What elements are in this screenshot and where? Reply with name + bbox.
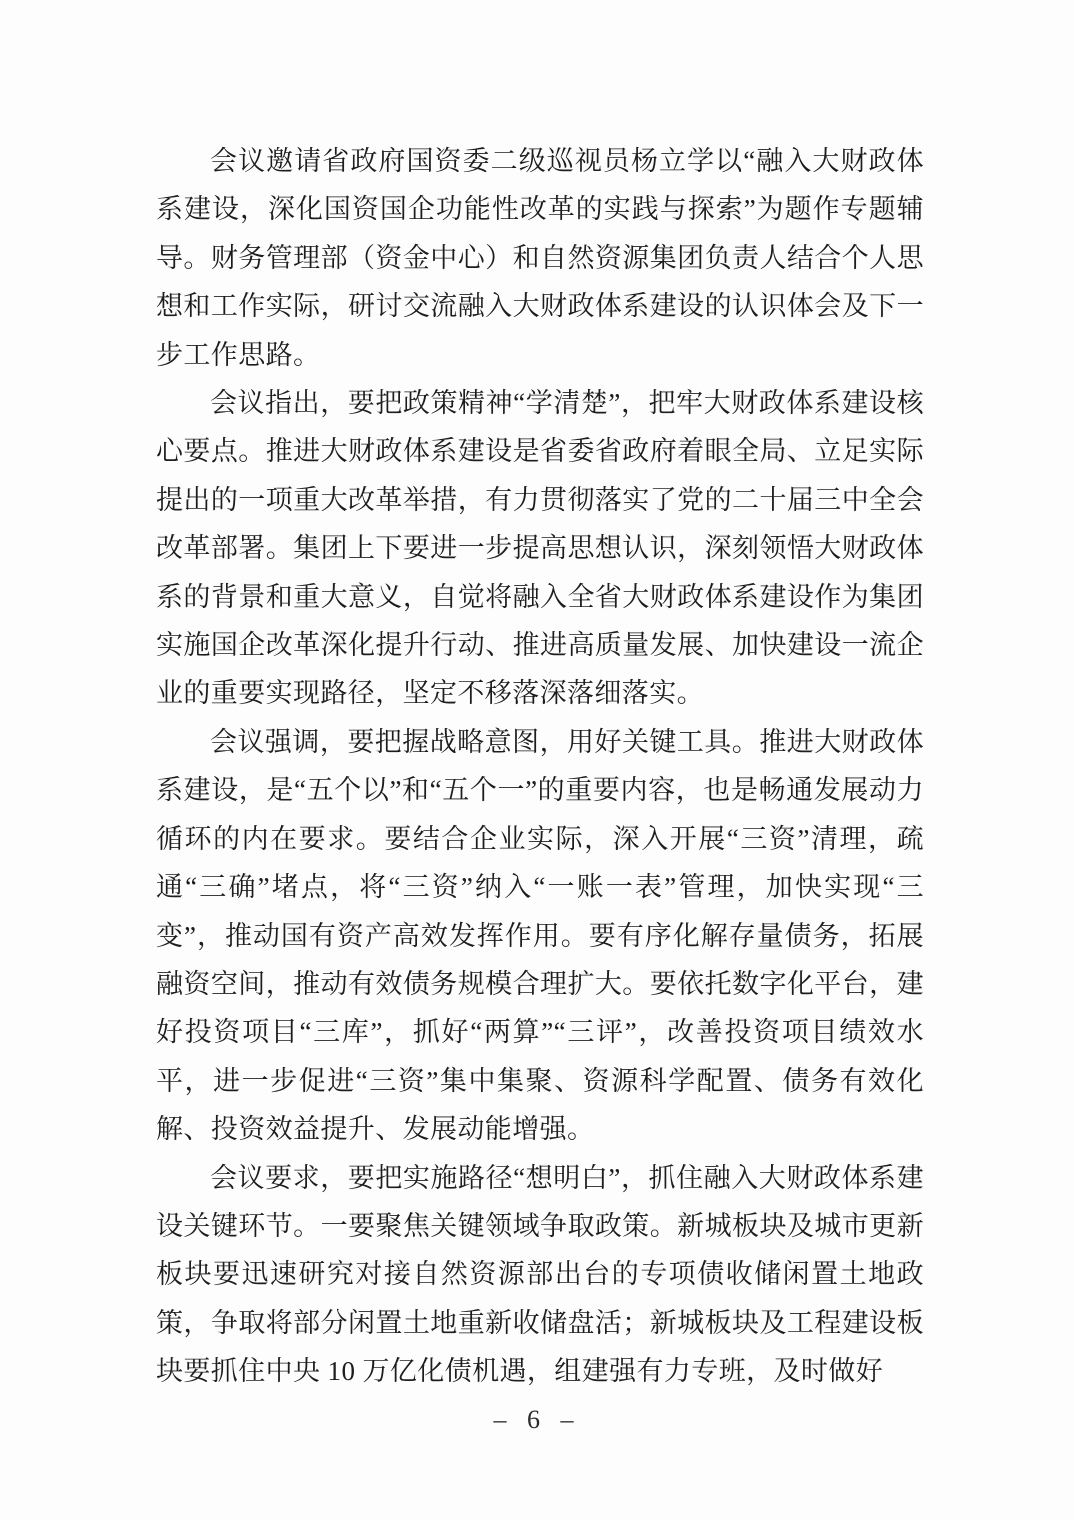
page-number: – 6 –: [493, 1405, 581, 1434]
body-paragraph: 会议要求，要把实施路径“想明白”，抓住融入大财政体系建设关键环节。一要聚焦关键领域争取政策。新城板块及城市更新板块要迅速研究对接自然资源部出台的专项债收储闲置土地政策，争取将部分闲置土地重新收储盘活；新城板块及工程建设板块要抓住中央 10 万亿化债机遇，组建强有力专班，及时做好: [156, 1162, 924, 1387]
page-body-text: [156, 137, 924, 1396]
body-paragraph: 会议邀请省政府国资委二级巡视员杨立学以“融入大财政体系建设，深化国资国企功能性改革的实践与探索”为题作专题辅导。财务管理部（资金中心）和自然资源集团负责人结合个人思想和工作实际，研讨交流融入大财政体系建设的认识体会及下一步工作思路。: [156, 146, 924, 370]
body-paragraph: 会议强调，要把握战略意图，用好关键工具。推进大财政体系建设，是“五个以”和“五个一”的重要内容，也是畅通发展动力循环的内在要求。要结合企业实际，深入开展“三资”清理，疏通“三确”堵点，将“三资”纳入“一账一表”管理，加快实现“三变”，推动国有资产高效发挥作用。要有序化解存量债务，拓展融资空间，推动有效债务规模合理扩大。要依托数字化平台，建好投资项目“三库”，抓好“两算”“三评”，改善投资项目绩效水平，进一步促进“三资”集中集聚、资源科学配置、债务有效化解、投资效益提升、发展动能增强。: [156, 726, 924, 1145]
body-paragraph: 会议指出，要把政策精神“学清楚”，把牢大财政体系建设核心要点。推进大财政体系建设是省委省政府着眼全局、立足实际提出的一项重大改革举措，有力贯彻落实了党的二十届三中全会改革部署。集团上下要进一步提高思想认识，深刻领悟大财政体系的背景和重大意义，自觉将融入全省大财政体系建设作为集团实施国企改革深化提升行动、推进高质量发展、加快建设一流企业的重要实现路径，坚定不移落深落细落实。: [156, 388, 924, 709]
